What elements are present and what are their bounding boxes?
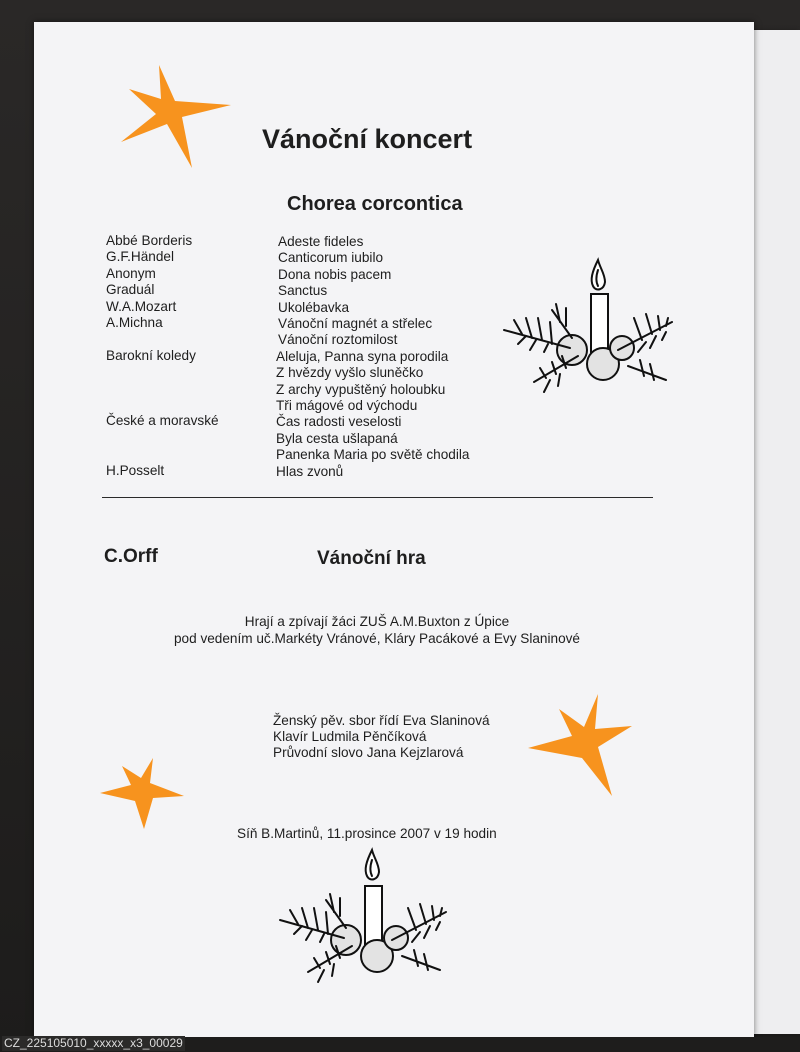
candle-icon [276,846,454,990]
star-icon [98,756,186,832]
piece-title: Aleluja, Panna syna porodila [276,348,449,364]
piece-title: Dona nobis pacem [278,266,392,282]
composer-name: A.Michna [106,315,163,330]
orff-title: Vánoční hra [317,548,426,569]
composer-name: W.A.Mozart [106,298,177,314]
composer-name: Graduál [106,282,155,298]
piece-title: Ukolébavka [278,299,350,315]
composer-name: H.Posselt [106,462,165,478]
piece-title: Čas radosti veselosti [276,414,402,430]
ensemble-name: Chorea corcontica [287,193,463,215]
performers-line-2: pod vedením uč.Markéty Vránové, Kláry Pacákové a Evy Slaninové [173,631,580,646]
piece-title: Panenka Maria po světě chodila [276,447,470,463]
star-icon [524,692,634,798]
piece-title: Canticorum iubilo [278,250,384,266]
composer-name: Anonym [106,265,156,281]
composer-name: Abbé Borderis [106,233,193,248]
credit-piano: Klavír Ludmila Pěnčíková [273,729,427,744]
orff-composer: C.Orff [104,546,158,567]
star-icon [116,62,234,170]
composer-name: G.F.Händel [106,249,175,265]
piece-title: Tři mágové od východu [276,398,418,413]
composer-name: Barokní koledy [106,347,196,363]
composer-name: České a moravské [106,413,219,429]
concert-title: Vánoční koncert [262,124,473,154]
piece-title: Z hvězdy vyšlo sluněčko [276,365,424,381]
piece-title: Adeste fideles [278,234,364,249]
credit-choir: Ženský pěv. sbor řídí Eva Slaninová [273,713,490,728]
venue-date: Síň B.Martinů, 11.prosince 2007 v 19 hodin [237,826,497,841]
piece-title: Vánoční roztomilost [278,332,398,348]
candle-icon [500,256,678,400]
piece-title: Z archy vypuštěný holoubku [276,381,446,397]
performers-line-1: Hrají a zpívají žáci ZUŠ A.M.Buxton z Úpice [244,614,510,629]
piece-title: Hlas zvonů [276,463,344,479]
piece-title: Byla cesta ušlapaná [276,430,398,446]
piece-title: Vánoční magnét a střelec [278,316,433,331]
footer-code: CZ_225105010_xxxxx_x3_00029 [4,1036,183,1050]
credit-narration: Průvodní slovo Jana Kejzlarová [273,745,464,760]
piece-title: Sanctus [278,283,328,299]
section-divider [102,497,653,498]
